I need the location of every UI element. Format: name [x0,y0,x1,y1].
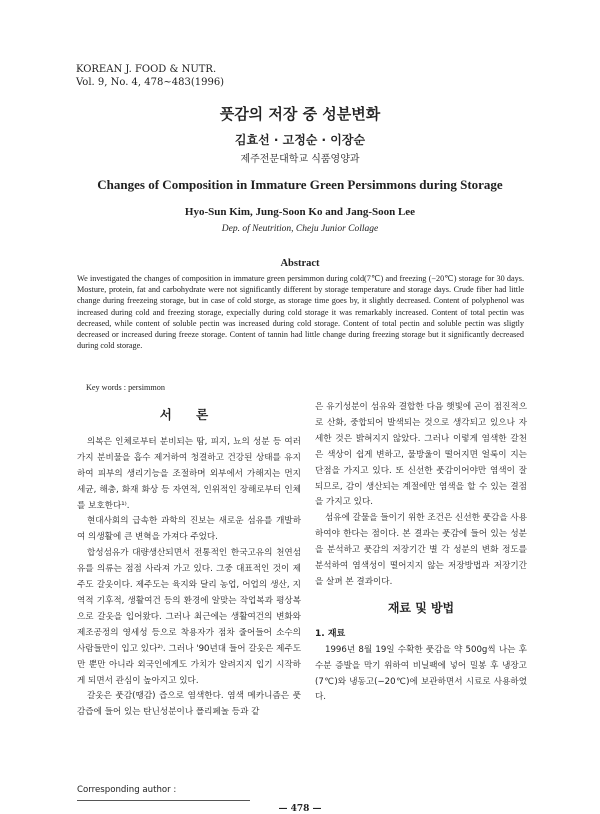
korean-authors: 김효선 · 고정순 · 이장순 [234,133,366,147]
page-number: — 478 — [278,804,322,814]
paragraph: 합성섬유가 대량생산되면서 전통적인 한국고유의 천연섬유를 의류는 점점 사라져 가고 있다. 그중 대표적인 것이 제주도 갈옷이다. 제주도는 육지와 달리 농업, 어업의 생산, 지역적 기후적, 생활여건 등의 환경에 알맞는 작업복과 평상복으로 갈옷을 입어왔다. 그러나 최근에는 생활여건의 변화와 제조공정의 영세성 등으로 착용자가 점차 줄어들어 소수의 사람들만이 입고 있다²⁾. 그러나 '90년대 들어 갈옷은 제주도만 뿐만 아니라 외국인에게도 가치가 알려지지 입기 시작하게 되면서 관심이 높아지고 있다. [77,548,301,686]
section-title-methods: 재료 및 방법 [387,600,455,615]
paragraph: 의복은 인체로부터 분비되는 땀, 피지, 뇨의 성분 등 여러 가지 분비물을 흡수 제거하여 청결하고 건강된 상태를 유지하여 피부의 생리기능을 조절하며 외부에서 가해지는 먼지 세균, 해충, 화재 화상 등 자연적, 인위적인 장해로부터 인체를 보호한다¹⁾. [77,436,301,511]
paragraph: 섬유에 갈물을 들이기 위한 조건은 신선한 풋감을 사용하여야 한다는 점이다. 본 결과는 풋감에 들어 있는 성분을 분석하고 풋감의 저장기간 별 각 성분의 변화 정도를 분석하여 염색성이 떨어지지 않는 저장방법과 저장기간을 살펴 본 결과이다. [315,513,527,587]
journal-name: KOREAN J. FOOD & NUTR. [76,64,217,75]
right-column [315,400,527,706]
paragraph: 갈옷은 풋감(땡감) 즙으로 염색한다. 염색 메카니즘은 풋감즙에 들어 있는 탄닌성분이나 폴리페놀 등과 같 [77,691,301,718]
keywords: Key words : persimmon [86,383,165,392]
journal-volume: Vol. 9, No. 4, 478~483(1996) [76,77,225,88]
abstract-heading: Abstract [280,258,320,269]
paragraph: 현대사회의 급속한 과학의 진보는 새로운 섬유를 개발하여 의생활에 큰 변혁을 가져다 주었다. [77,516,301,543]
paragraph: 1996년 8월 19일 수확한 풋감을 약 500g씩 나는 후 수분 증발을 막기 위하여 비닐팩에 넣어 밀봉 후 냉장고(7℃)와 냉동고(−20℃)에 보관하면서 시료로 사용하였다. [315,644,527,703]
journal-header [76,63,224,89]
section-title-introduction: 서 론 [159,407,219,422]
korean-affiliation: 제주전문대학교 식품영양과 [240,154,360,165]
corresponding-author: Corresponding author : [77,785,177,795]
korean-title: 풋감의 저장 중 성분변화 [219,105,381,123]
paragraph: 은 유기성분이 섬유와 결합한 다음 햇빛에 곤이 점진적으로 산화, 중합되어 발색되는 것으로 생각되고 있으나 자세한 것은 밝혀지지 않았다. 그러나 이렇게 염색한 갈천은 색상이 쉽게 변하고, 물방울이 떨어지면 얼룩이 지는 단점을 가지고 있다. 또 신선한 풋감이어야만 염색이 잘 되므로, 감이 생산되는 계절에만 염색을 할 수 있는 결점을 가지고 있다. [315,402,527,508]
subsection-title-materials: 1. 재료 [315,628,346,639]
english-title: Changes of Composition in Immature Green Persimmons during Storage [97,177,503,192]
abstract-text: We investigated the changes of composition in immature green persimmon during cold(7℃) and freezing (−20℃) storage for 30 days. Mosture, protein, fat and carbohydrate were not significantly different by storage temperature and storage days. Crude fiber had little change during freezeing storage, but in case of cold storge, as storage time goes by, it slightly decreased. Content of polyphenol was increased during cold and freezing storage, expecially during cold storage it was remarkably increased. Content of total pectin was decreased, while content of soluble pectin was increased during cold storage. Content of total pectin and soluble pectin was sligtly decreased or increased during freeze storage. Content of tannin had little change during freezing storage but it significantly decreased during cold storage. [77,274,524,351]
footnote-divider [77,800,250,801]
english-affiliation: Dep. of Neutrition, Cheju Junior Collage [221,224,379,234]
english-authors: Hyo-Sun Kim, Jung-Soon Ko and Jang-Soon Lee [184,206,416,218]
left-column [77,405,301,721]
